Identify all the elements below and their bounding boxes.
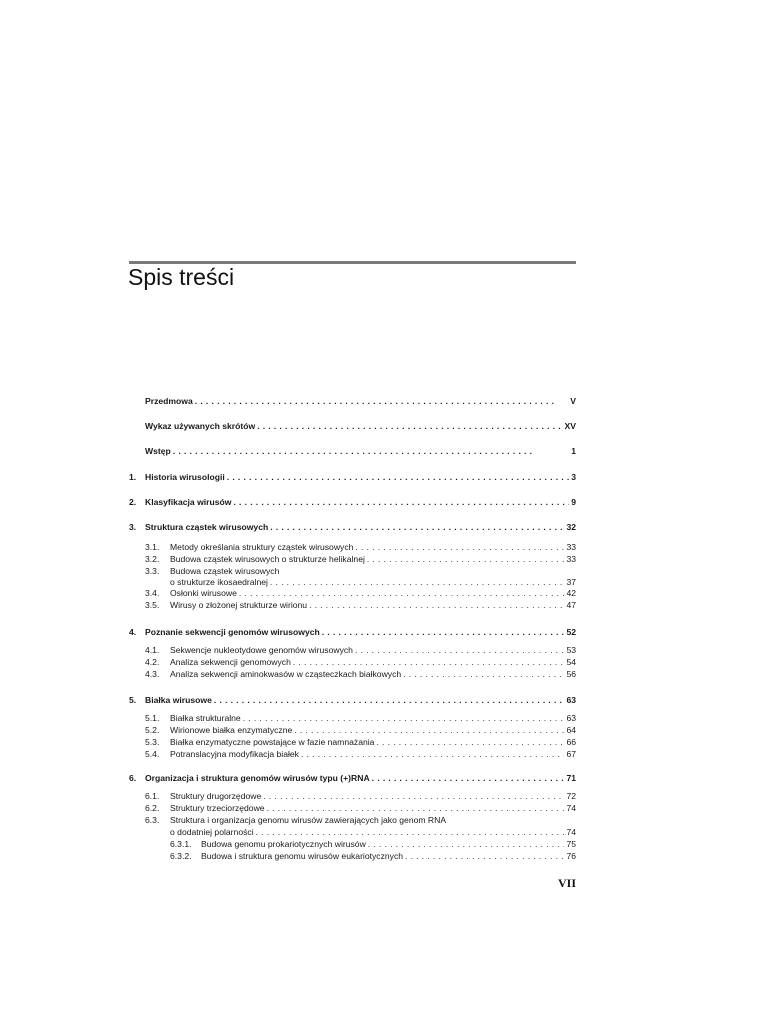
toc-entry-title: Budowa i struktura genomu wirusów eukariotycznych (201, 851, 404, 861)
toc-entry-page: 9 (571, 497, 576, 507)
toc-entry-title: Potranslacyjna modyfikacja białek (170, 749, 299, 759)
toc-section-entry (145, 669, 576, 680)
page-number: VII (557, 876, 576, 890)
toc-chapter-entry (129, 627, 576, 638)
toc-dot-leader (368, 839, 565, 850)
toc-entry-title: Analiza sekwencji aminokwasów w cząsteczkach białkowych (170, 669, 402, 679)
toc-entry-number: 3.3. (145, 566, 160, 576)
toc-chapter-entry (129, 695, 576, 706)
toc-entry-number: 5.2. (145, 725, 160, 735)
toc-section-entry (145, 645, 576, 656)
toc-entry-number: 3.2. (145, 554, 160, 564)
toc-dot-leader (301, 749, 564, 760)
toc-dot-leader (195, 396, 569, 407)
toc-section-entry (145, 566, 576, 577)
toc-entry-title: Budowa cząstek wirusowych (170, 566, 280, 576)
toc-dot-leader (355, 542, 564, 553)
toc-section-entry (145, 713, 576, 724)
toc-dot-leader (173, 446, 569, 457)
toc-entry-number: 4.2. (145, 657, 160, 667)
toc-entry-number: 6. (129, 773, 137, 783)
toc-entry-page: 75 (566, 839, 576, 849)
toc-entry-page: 52 (566, 627, 576, 637)
toc-entry-title: Struktury trzeciorzędowe (170, 803, 265, 813)
toc-entry-number: 6.3.2. (170, 851, 192, 861)
toc-entry-title: Osłonki wirusowe (170, 588, 237, 598)
toc-entry-page: 42 (566, 588, 576, 598)
toc-entry-title: Białka wirusowe (145, 695, 212, 705)
toc-entry-title: Budowa cząstek wirusowych o strukturze helikalnej (170, 554, 365, 564)
toc-chapter-entry (129, 497, 576, 508)
toc-entry-title: Białka enzymatyczne powstające w fazie namnażania (170, 737, 375, 747)
toc-section-entry (170, 827, 576, 838)
toc-dot-leader (293, 657, 565, 668)
toc-entry-title: Białka strukturalne (170, 713, 241, 723)
toc-entry-number: 4.1. (145, 645, 160, 655)
toc-entry-title: Struktura i organizacja genomu wirusów zawierających jako genom RNA (170, 815, 447, 825)
toc-entry-title: Poznanie sekwencji genomów wirusowych (145, 627, 320, 637)
toc-entry-page: 53 (566, 645, 576, 655)
toc-entry-page: 37 (566, 577, 576, 587)
toc-entry-title: Wstęp (145, 446, 171, 456)
toc-dot-leader (243, 713, 565, 724)
toc-entry-number: 3.5. (145, 600, 160, 610)
toc-entry-page: 32 (566, 522, 576, 532)
toc-entry-title: Sekwencje nukleotydowe genomów wirusowych (170, 645, 353, 655)
toc-dot-leader (267, 803, 565, 814)
toc-dot-leader (270, 522, 564, 533)
toc-entry-title: Wykaz używanych skrótów (145, 421, 256, 431)
toc-entry-page: 33 (566, 542, 576, 552)
toc-entry-page: 63 (566, 713, 576, 723)
toc-section-entry (170, 839, 576, 850)
toc-entry-number: 6.3. (145, 815, 160, 825)
toc-entry-page: 54 (566, 657, 576, 667)
toc-dot-leader (270, 577, 565, 588)
toc-entry-title: Struktury drugorzędowe (170, 791, 262, 801)
toc-section-entry (145, 657, 576, 668)
toc-entry-page: V (570, 396, 576, 406)
toc-dot-leader (309, 600, 564, 611)
toc-section-entry (145, 815, 576, 826)
toc-entry-page: 67 (566, 749, 576, 759)
toc-entry-title: Analiza sekwencji genomowych (170, 657, 291, 667)
toc-entry-number: 4. (129, 627, 137, 637)
toc-entry-page: 74 (566, 803, 576, 813)
toc-section-entry (145, 600, 576, 611)
toc-entry-title: Wirusy o złożonej strukturze wirionu (170, 600, 308, 610)
toc-entry-page: 72 (566, 791, 576, 801)
toc-entry-title: Klasyfikacja wirusów (145, 497, 232, 507)
toc-entry-number: 6.3.1. (170, 839, 192, 849)
toc-entry-page: 1 (571, 446, 576, 456)
toc-section-entry (170, 577, 576, 588)
toc-entry-number: 5.1. (145, 713, 160, 723)
toc-section-entry (145, 791, 576, 802)
toc-entry-page: 74 (566, 827, 576, 837)
page-title: Spis treści (128, 264, 235, 290)
toc-chapter-entry (129, 472, 576, 483)
toc-dot-leader (214, 695, 565, 706)
toc-chapter-entry (129, 522, 576, 533)
toc-dot-leader (227, 472, 569, 483)
toc-section-entry (145, 749, 576, 760)
toc-entry-number: 4.3. (145, 669, 160, 679)
toc-entry-title: Organizacja i struktura genomów wirusów typu (+)RNA (145, 773, 370, 783)
toc-dot-leader (294, 725, 564, 736)
toc-chapter-entry (145, 396, 576, 407)
toc-section-entry (145, 737, 576, 748)
toc-entry-title: Historia wirusologii (145, 472, 225, 482)
toc-entry-number: 6.1. (145, 791, 160, 801)
toc-entry-title: Przedmowa (145, 396, 193, 406)
toc-entry-page: 56 (566, 669, 576, 679)
toc-dot-leader (233, 497, 569, 508)
toc-entry-page: 3 (571, 472, 576, 482)
toc-entry-number: 5. (129, 695, 137, 705)
toc-dot-leader (405, 851, 564, 862)
toc-entry-title: Wirionowe białka enzymatyczne (170, 725, 293, 735)
toc-entry-title: o dodatniej polarności (170, 827, 254, 837)
toc-entry-page: XV (564, 421, 576, 431)
toc-entry-page: 76 (566, 851, 576, 861)
toc-entry-page: 71 (566, 773, 576, 783)
toc-entry-number: 2. (129, 497, 137, 507)
toc-dot-leader (239, 588, 565, 599)
toc-dot-leader (367, 554, 565, 565)
toc-section-entry (170, 851, 576, 862)
toc-entry-page: 47 (566, 600, 576, 610)
toc-entry-number: 6.2. (145, 803, 160, 813)
toc-section-entry (145, 588, 576, 599)
toc-dot-leader (355, 645, 564, 656)
toc-section-entry (145, 542, 576, 553)
toc-chapter-entry (145, 421, 576, 432)
toc-entry-number: 5.3. (145, 737, 160, 747)
toc-section-entry (145, 554, 576, 565)
toc-entry-number: 5.4. (145, 749, 160, 759)
toc-entry-title: o strukturze ikosaedralnej (170, 577, 268, 587)
toc-dot-leader (372, 773, 565, 784)
toc-entry-number: 1. (129, 472, 137, 482)
toc-entry-page: 66 (566, 737, 576, 747)
toc-dot-leader (403, 669, 564, 680)
toc-entry-page: 64 (566, 725, 576, 735)
toc-dot-leader (322, 627, 565, 638)
toc-section-entry (145, 725, 576, 736)
toc-section-entry (145, 803, 576, 814)
toc-entry-title: Budowa genomu prokariotycznych wirusów (201, 839, 366, 849)
toc-entry-title: Metody określania struktury cząstek wirusowych (170, 542, 354, 552)
toc-entry-number: 3.1. (145, 542, 160, 552)
toc-entry-page: 63 (566, 695, 576, 705)
toc-dot-leader (376, 737, 564, 748)
toc-entry-page: 33 (566, 554, 576, 564)
toc-dot-leader (256, 827, 565, 838)
toc-entry-number: 3.4. (145, 588, 160, 598)
toc-dot-leader (263, 791, 564, 802)
toc-chapter-entry (129, 773, 576, 784)
toc-chapter-entry (145, 446, 576, 457)
toc-dot-leader (257, 421, 562, 432)
toc-entry-title: Struktura cząstek wirusowych (145, 522, 269, 532)
toc-entry-number: 3. (129, 522, 137, 532)
